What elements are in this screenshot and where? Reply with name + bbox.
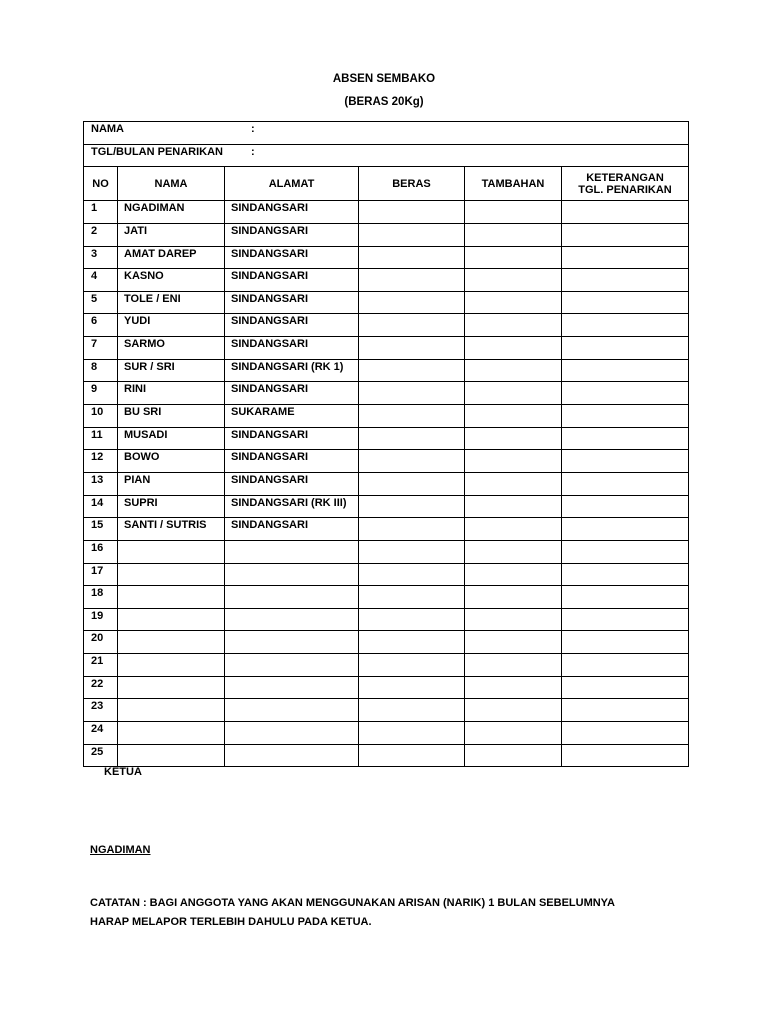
table-row <box>84 314 689 337</box>
cell-alamat <box>225 631 359 654</box>
table-row <box>84 291 689 314</box>
cell-alamat <box>225 586 359 609</box>
cell-keterangan <box>562 269 689 292</box>
cell-no: 14 <box>84 495 118 518</box>
cell-nama: SARMO <box>118 337 225 360</box>
cell-nama: BOWO <box>118 450 225 473</box>
cell-no: 24 <box>84 722 118 745</box>
cell-keterangan <box>562 223 689 246</box>
header-row <box>84 167 689 201</box>
cell-no: 7 <box>84 337 118 360</box>
cell-no: 25 <box>84 744 118 767</box>
cell-nama <box>118 699 225 722</box>
cell-keterangan <box>562 337 689 360</box>
cell-tambahan <box>465 314 562 337</box>
table-row <box>84 495 689 518</box>
cell-beras <box>359 654 465 677</box>
footnote-line1: CATATAN : BAGI ANGGOTA YANG AKAN MENGGUNAKAN ARISAN (NARIK) 1 BULAN SEBELUMNYA <box>90 897 615 909</box>
cell-nama: YUDI <box>118 314 225 337</box>
cell-no: 1 <box>84 201 118 224</box>
cell-tambahan <box>465 269 562 292</box>
cell-tambahan <box>465 586 562 609</box>
cell-beras <box>359 201 465 224</box>
cell-beras <box>359 518 465 541</box>
table-row <box>84 269 689 292</box>
cell-alamat <box>225 722 359 745</box>
table-row <box>84 427 689 450</box>
cell-nama: RINI <box>118 382 225 405</box>
cell-tambahan <box>465 495 562 518</box>
cell-tambahan <box>465 518 562 541</box>
cell-keterangan <box>562 359 689 382</box>
cell-beras <box>359 744 465 767</box>
attendance-table <box>83 121 689 767</box>
cell-beras <box>359 495 465 518</box>
table-row <box>84 722 689 745</box>
cell-alamat: SINDANGSARI <box>225 472 359 495</box>
cell-no: 9 <box>84 382 118 405</box>
cell-keterangan <box>562 631 689 654</box>
header-tambahan: TAMBAHAN <box>465 167 562 201</box>
info-tgl-label: TGL/BULAN PENARIKAN <box>91 145 223 158</box>
cell-alamat: SINDANGSARI <box>225 427 359 450</box>
cell-beras <box>359 450 465 473</box>
info-row-nama <box>84 122 689 145</box>
cell-nama <box>118 744 225 767</box>
cell-no: 19 <box>84 608 118 631</box>
header-beras: BERAS <box>359 167 465 201</box>
cell-alamat: SINDANGSARI (RK III) <box>225 495 359 518</box>
info-nama-separator: : <box>251 123 255 135</box>
cell-beras <box>359 722 465 745</box>
cell-nama <box>118 654 225 677</box>
cell-no: 15 <box>84 518 118 541</box>
cell-beras <box>359 699 465 722</box>
cell-keterangan <box>562 291 689 314</box>
cell-beras <box>359 472 465 495</box>
cell-keterangan <box>562 495 689 518</box>
cell-no: 22 <box>84 676 118 699</box>
cell-beras <box>359 223 465 246</box>
cell-keterangan <box>562 450 689 473</box>
cell-tambahan <box>465 540 562 563</box>
cell-alamat: SUKARAME <box>225 405 359 428</box>
cell-tambahan <box>465 699 562 722</box>
cell-nama: JATI <box>118 223 225 246</box>
cell-no: 16 <box>84 540 118 563</box>
cell-nama <box>118 676 225 699</box>
table-row <box>84 359 689 382</box>
cell-keterangan <box>562 586 689 609</box>
table-row <box>84 246 689 269</box>
cell-nama: KASNO <box>118 269 225 292</box>
cell-alamat: SINDANGSARI (RK 1) <box>225 359 359 382</box>
cell-tambahan <box>465 631 562 654</box>
cell-alamat: SINDANGSARI <box>225 518 359 541</box>
info-row-tgl <box>84 144 689 167</box>
cell-alamat: SINDANGSARI <box>225 450 359 473</box>
cell-no: 3 <box>84 246 118 269</box>
cell-no: 6 <box>84 314 118 337</box>
header-keterangan-line1: KETERANGAN <box>586 171 664 184</box>
table-row <box>84 608 689 631</box>
cell-tambahan <box>465 223 562 246</box>
cell-alamat <box>225 654 359 677</box>
table-row <box>84 563 689 586</box>
cell-alamat: SINDANGSARI <box>225 223 359 246</box>
table-row <box>84 405 689 428</box>
cell-nama: PIAN <box>118 472 225 495</box>
cell-alamat <box>225 699 359 722</box>
cell-beras <box>359 586 465 609</box>
cell-alamat <box>225 540 359 563</box>
cell-keterangan <box>562 314 689 337</box>
cell-alamat <box>225 676 359 699</box>
cell-beras <box>359 246 465 269</box>
cell-no: 2 <box>84 223 118 246</box>
cell-nama <box>118 563 225 586</box>
cell-keterangan <box>562 699 689 722</box>
table-row <box>84 586 689 609</box>
cell-keterangan <box>562 427 689 450</box>
cell-nama: MUSADI <box>118 427 225 450</box>
cell-alamat <box>225 608 359 631</box>
cell-alamat: SINDANGSARI <box>225 314 359 337</box>
cell-keterangan <box>562 563 689 586</box>
table-row <box>84 518 689 541</box>
cell-alamat: SINDANGSARI <box>225 201 359 224</box>
cell-tambahan <box>465 337 562 360</box>
cell-beras <box>359 563 465 586</box>
cell-keterangan <box>562 540 689 563</box>
cell-nama: TOLE / ENI <box>118 291 225 314</box>
cell-alamat: SINDANGSARI <box>225 246 359 269</box>
cell-tambahan <box>465 722 562 745</box>
cell-no: 18 <box>84 586 118 609</box>
ketua-label: KETUA <box>104 766 142 778</box>
table-row <box>84 540 689 563</box>
cell-beras <box>359 631 465 654</box>
cell-tambahan <box>465 201 562 224</box>
table-row <box>84 337 689 360</box>
cell-beras <box>359 540 465 563</box>
cell-nama: SUPRI <box>118 495 225 518</box>
cell-no: 13 <box>84 472 118 495</box>
cell-tambahan <box>465 427 562 450</box>
cell-keterangan <box>562 472 689 495</box>
cell-alamat: SINDANGSARI <box>225 382 359 405</box>
header-keterangan-line2: TGL. PENARIKAN <box>578 183 672 196</box>
footnote <box>90 894 615 932</box>
cell-alamat: SINDANGSARI <box>225 269 359 292</box>
cell-tambahan <box>465 450 562 473</box>
cell-nama <box>118 631 225 654</box>
cell-nama: SANTI / SUTRIS <box>118 518 225 541</box>
cell-tambahan <box>465 654 562 677</box>
cell-beras <box>359 314 465 337</box>
cell-beras <box>359 427 465 450</box>
cell-no: 4 <box>84 269 118 292</box>
cell-tambahan <box>465 744 562 767</box>
info-nama-label: NAMA <box>91 123 124 135</box>
cell-keterangan <box>562 518 689 541</box>
cell-beras <box>359 608 465 631</box>
cell-no: 12 <box>84 450 118 473</box>
cell-keterangan <box>562 201 689 224</box>
cell-keterangan <box>562 722 689 745</box>
cell-beras <box>359 337 465 360</box>
cell-nama <box>118 608 225 631</box>
document-subtitle: (BERAS 20Kg) <box>344 96 424 108</box>
cell-keterangan <box>562 246 689 269</box>
table-row <box>84 382 689 405</box>
cell-keterangan <box>562 608 689 631</box>
cell-no: 8 <box>84 359 118 382</box>
cell-no: 23 <box>84 699 118 722</box>
cell-tambahan <box>465 676 562 699</box>
table-row <box>84 676 689 699</box>
cell-tambahan <box>465 382 562 405</box>
cell-no: 17 <box>84 563 118 586</box>
table-row <box>84 699 689 722</box>
cell-keterangan <box>562 654 689 677</box>
signatory-name: NGADIMAN <box>90 844 151 856</box>
table-row <box>84 201 689 224</box>
cell-alamat <box>225 744 359 767</box>
cell-nama: AMAT DAREP <box>118 246 225 269</box>
table-row <box>84 450 689 473</box>
header-nama: NAMA <box>118 167 225 201</box>
cell-tambahan <box>465 563 562 586</box>
cell-beras <box>359 676 465 699</box>
cell-no: 5 <box>84 291 118 314</box>
cell-tambahan <box>465 291 562 314</box>
cell-keterangan <box>562 382 689 405</box>
cell-tambahan <box>465 405 562 428</box>
footnote-line2: HARAP MELAPOR TERLEBIH DAHULU PADA KETUA. <box>90 916 372 928</box>
cell-tambahan <box>465 359 562 382</box>
cell-beras <box>359 382 465 405</box>
cell-alamat: SINDANGSARI <box>225 291 359 314</box>
cell-no: 21 <box>84 654 118 677</box>
cell-alamat: SINDANGSARI <box>225 337 359 360</box>
cell-nama: NGADIMAN <box>118 201 225 224</box>
header-no: NO <box>84 167 118 201</box>
cell-nama <box>118 722 225 745</box>
cell-nama <box>118 540 225 563</box>
table-row <box>84 631 689 654</box>
info-tgl-separator: : <box>251 145 255 158</box>
cell-beras <box>359 291 465 314</box>
cell-keterangan <box>562 405 689 428</box>
cell-nama <box>118 586 225 609</box>
cell-tambahan <box>465 472 562 495</box>
cell-no: 20 <box>84 631 118 654</box>
cell-beras <box>359 359 465 382</box>
cell-alamat <box>225 563 359 586</box>
cell-keterangan <box>562 676 689 699</box>
cell-nama: BU SRI <box>118 405 225 428</box>
cell-nama: SUR / SRI <box>118 359 225 382</box>
cell-beras <box>359 405 465 428</box>
header-keterangan <box>562 167 689 201</box>
cell-tambahan <box>465 608 562 631</box>
cell-beras <box>359 269 465 292</box>
table-row <box>84 744 689 767</box>
table-row <box>84 472 689 495</box>
table-row <box>84 223 689 246</box>
document-title: ABSEN SEMBAKO <box>332 73 436 85</box>
header-alamat: ALAMAT <box>225 167 359 201</box>
cell-keterangan <box>562 744 689 767</box>
table-row <box>84 654 689 677</box>
cell-no: 10 <box>84 405 118 428</box>
cell-tambahan <box>465 246 562 269</box>
cell-no: 11 <box>84 427 118 450</box>
